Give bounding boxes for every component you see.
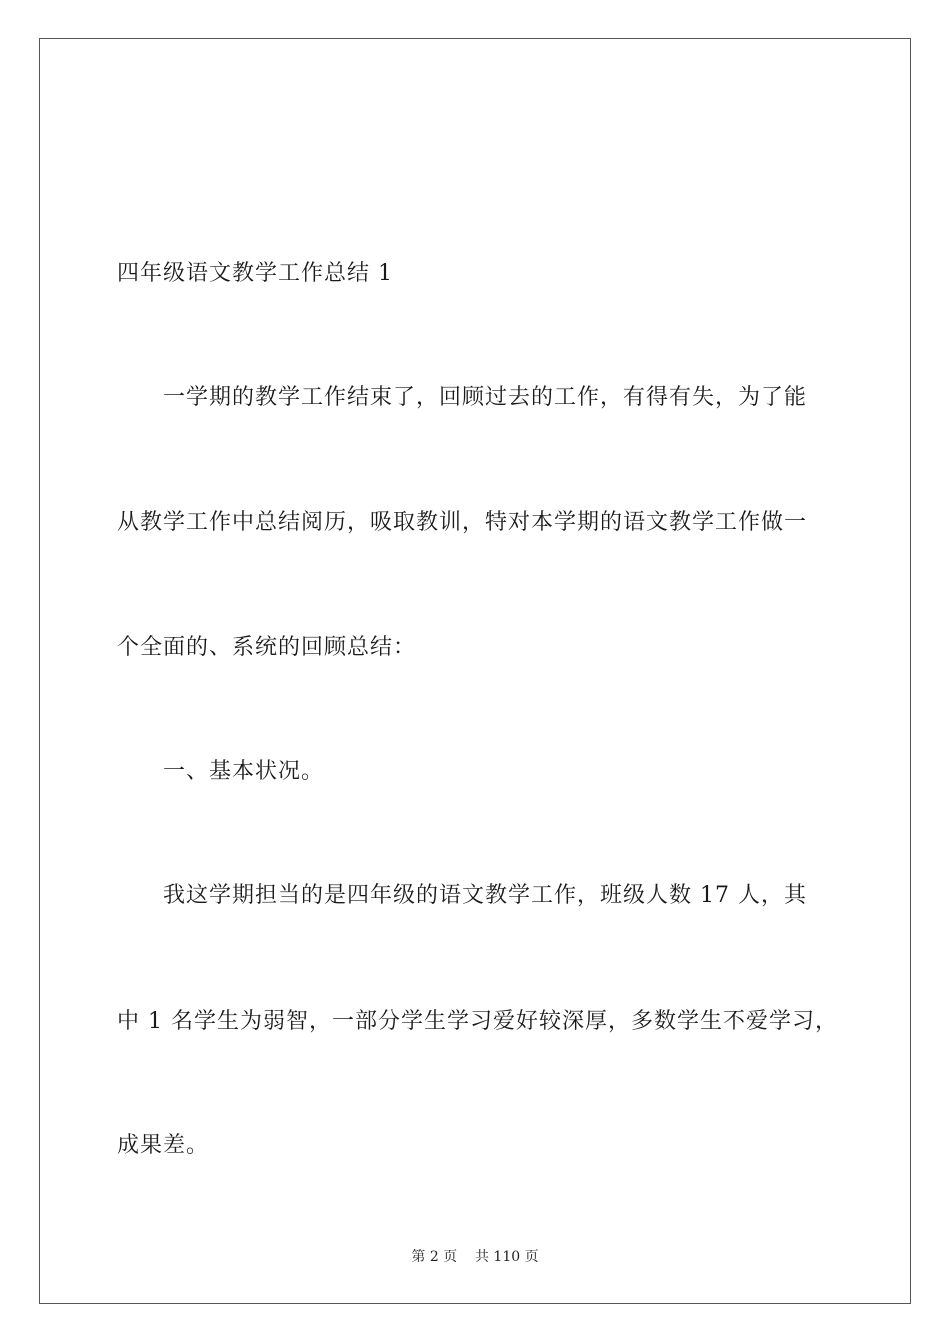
document-title: 四年级语文教学工作总结 1	[117, 261, 393, 286]
paragraph-line: 一学期的教学工作结束了，回顾过去的工作，有得有失，为了能	[163, 385, 808, 410]
paragraph-line: 个全面的、系统的回顾总结：	[117, 635, 417, 660]
paragraph-line: 从教学工作中总结阅历，吸取教训，特对本学期的语文教学工作做一	[117, 510, 808, 535]
paragraph-line: 中 1 名学生为弱智，一部分学生学习爱好较深厚，多数学生不爱学习，	[117, 1009, 838, 1034]
section-heading: 一、基本状况。	[163, 759, 325, 784]
paragraph-line: 我这学期担当的是四年级的语文教学工作，班级人数 17 人，其	[163, 883, 807, 908]
page-frame	[39, 38, 911, 1304]
paragraph-line: 成果差。	[117, 1133, 210, 1158]
page-number-footer: 第 2 页 共 110 页	[411, 1249, 539, 1265]
